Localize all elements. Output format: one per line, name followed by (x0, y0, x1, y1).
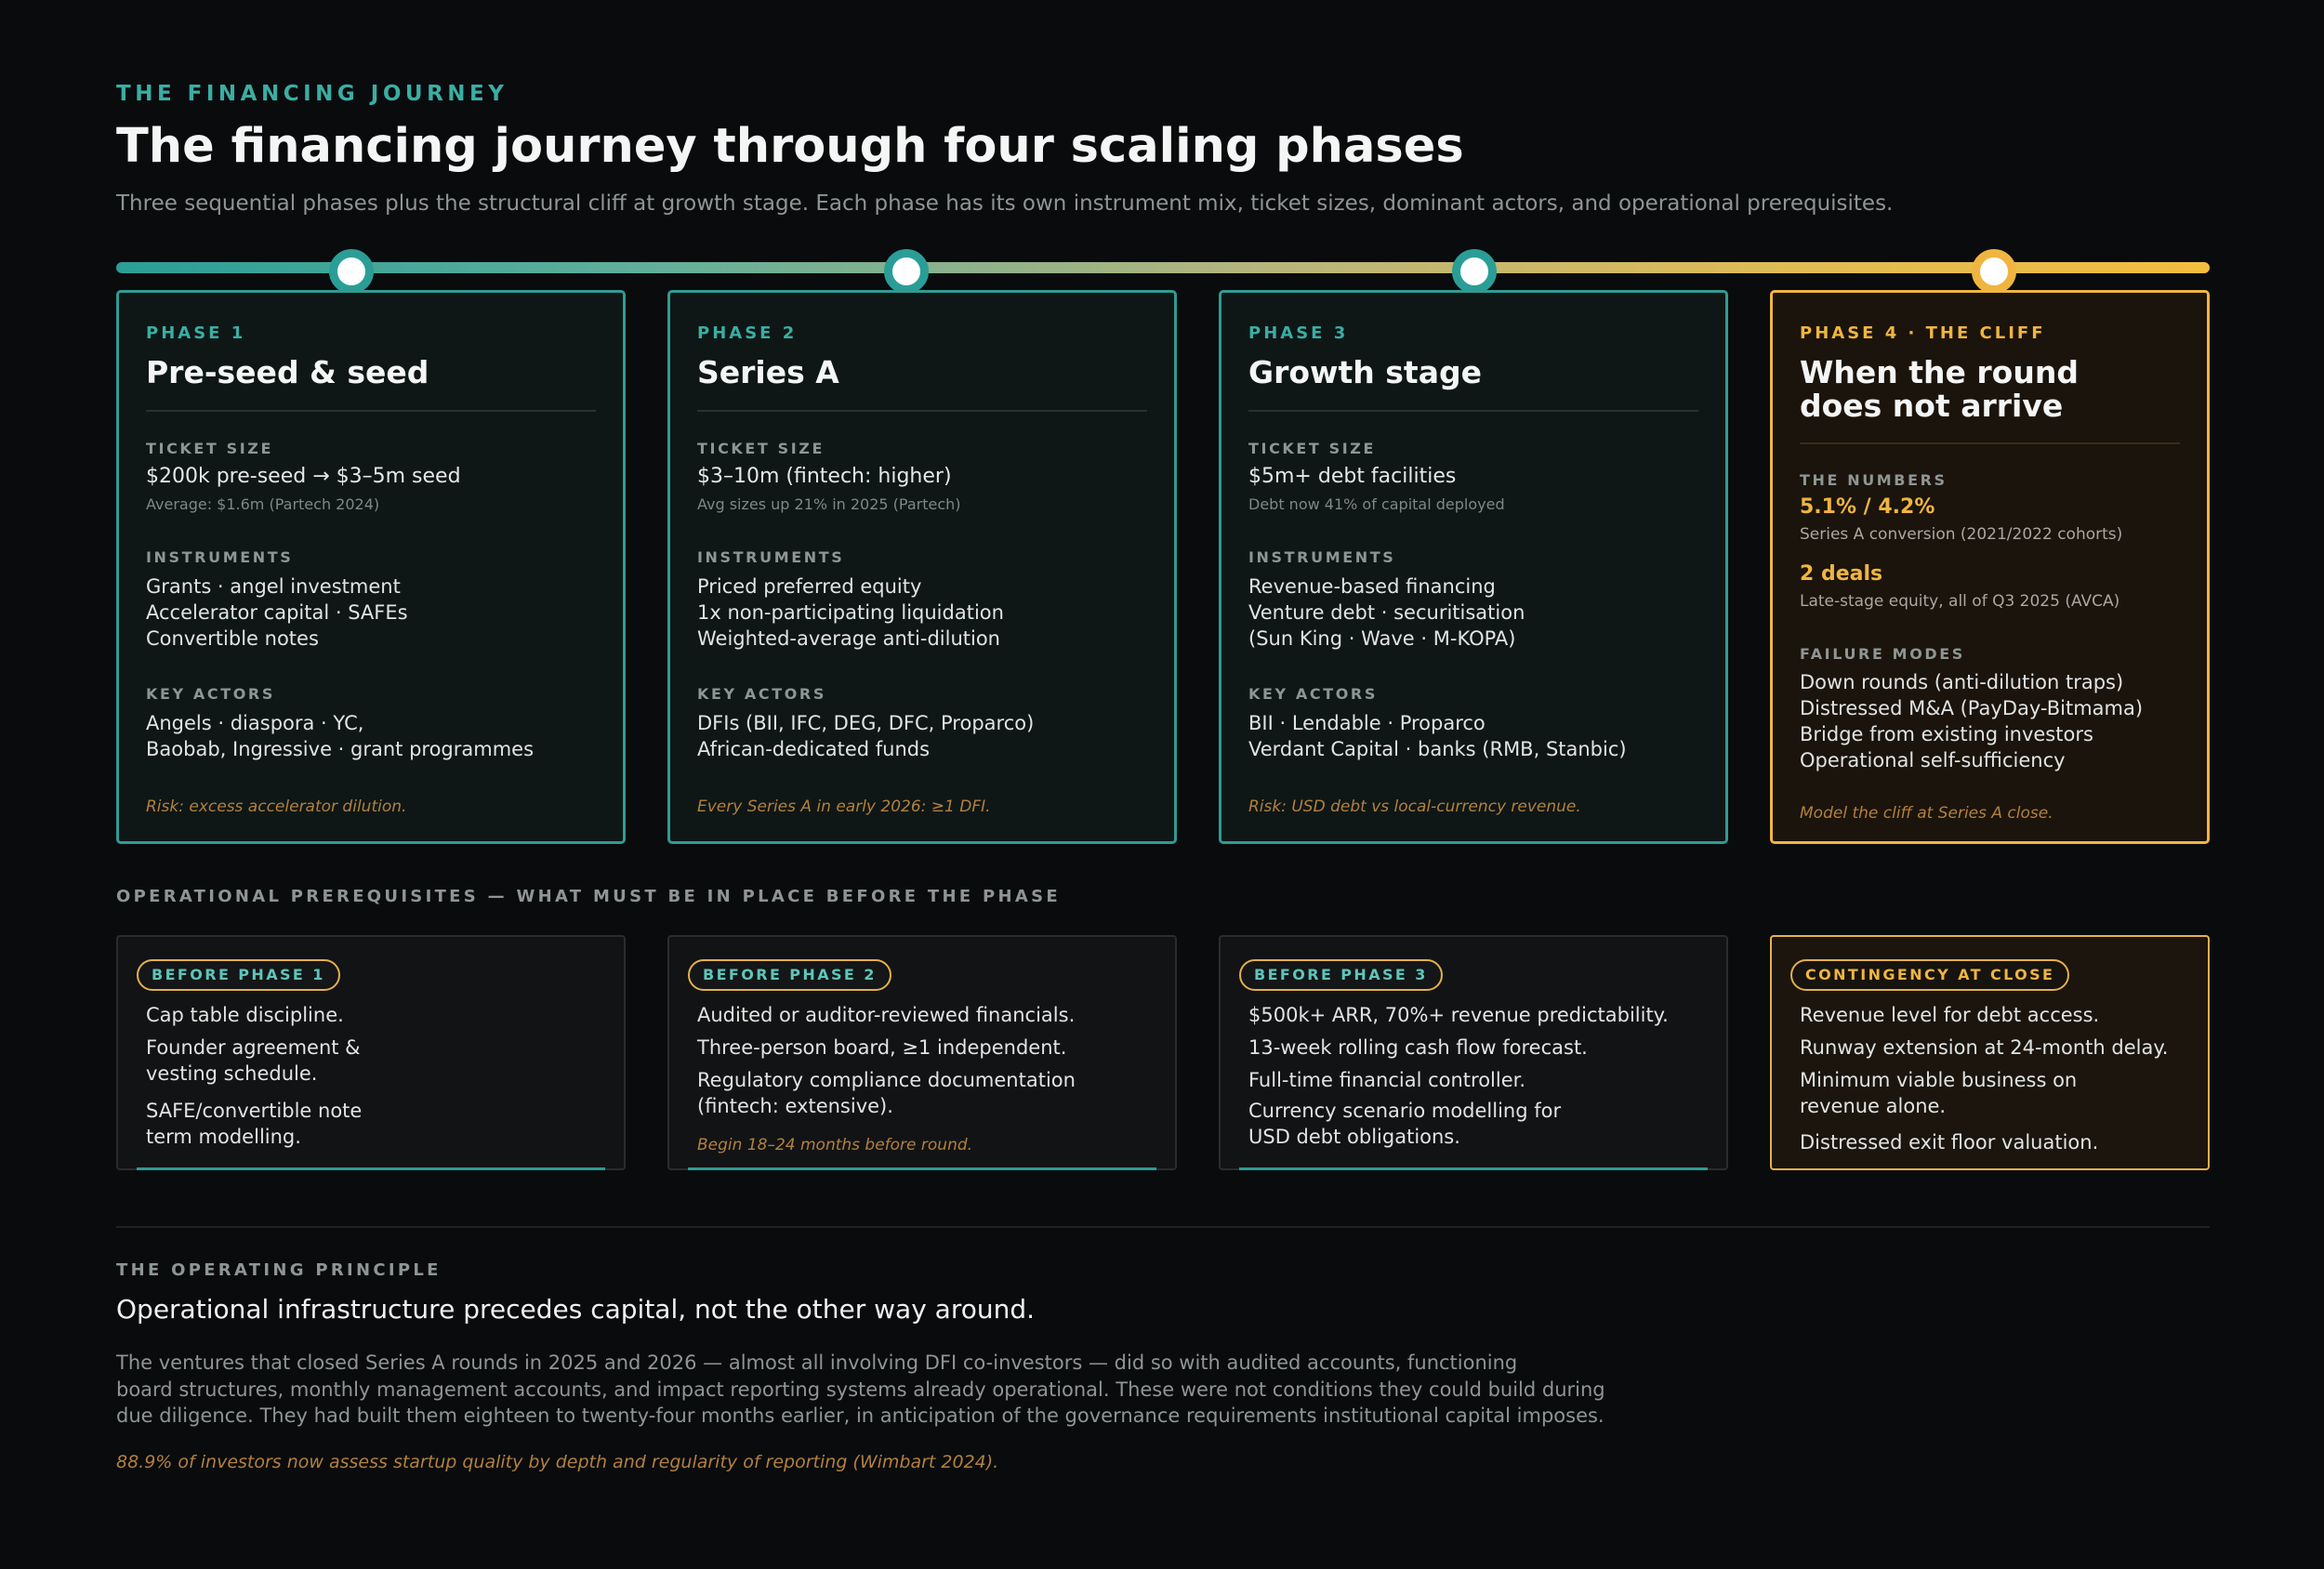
actors-label: KEY ACTORS (1248, 685, 1378, 703)
list-item: Currency scenario modelling for USD debt obligations. (1248, 1100, 1562, 1148)
principle-paragraph (116, 1350, 1715, 1430)
divider (1800, 442, 2180, 444)
stat-conversion-note: Series A conversion (2021/2022 cohorts) (1800, 525, 2123, 544)
actors-label: KEY ACTORS (146, 685, 275, 703)
paragraph-line: board structures, monthly management accounts, and impact reporting systems already operational. These were not conditions they could build during (116, 1378, 1605, 1401)
ticket-note: Average: $1.6m (Partech 2024) (146, 495, 380, 513)
list-item: Runway extension at 24-month delay. (1800, 1036, 2169, 1059)
list-item: Down rounds (anti-dilution traps) (1800, 671, 2124, 693)
paragraph-line: due diligence. They had built them eighteen to twenty-four months earlier, in anticipation of the governance requirements institutional capital imposes. (116, 1404, 1604, 1427)
stat-deals: 2 deals (1800, 562, 1883, 586)
ticket-label: TICKET SIZE (146, 440, 274, 457)
actors-list (697, 710, 1034, 762)
phase-card-cliff (1770, 290, 2210, 844)
list-item: Distressed exit floor valuation. (1800, 1131, 2099, 1154)
prereq-note: Begin 18–24 months before round. (697, 1136, 973, 1154)
instruments-label: INSTRUMENTS (146, 548, 294, 566)
divider (1248, 410, 1698, 412)
accent-bar (1239, 1167, 1708, 1170)
prereq-card-2 (667, 935, 1177, 1170)
actors-list (1248, 710, 1627, 762)
failure-modes-list (1800, 669, 2143, 773)
instruments-list (697, 574, 1004, 652)
list-item: BII · Lendable · Proparco (1248, 712, 1486, 734)
list-item: Priced preferred equity (697, 575, 922, 598)
list-item: Grants · angel investment (146, 575, 401, 598)
list-item: DFIs (BII, IFC, DEG, DFC, Proparco) (697, 712, 1035, 734)
timeline-node-phase-4 (1972, 249, 2016, 294)
instruments-list (1248, 574, 1525, 652)
prereq-pill: CONTINGENCY AT CLOSE (1790, 959, 2069, 991)
phase-title: Growth stage (1248, 354, 1482, 390)
list-item: Accelerator capital · SAFEs (146, 601, 408, 624)
title-line: does not arrive (1800, 388, 2064, 424)
ticket-size: $5m+ debt facilities (1248, 465, 1457, 488)
phase-card-3 (1219, 290, 1728, 844)
list-item: Baobab, Ingressive · grant programmes (146, 738, 535, 760)
phase-title: Pre-seed & seed (146, 354, 429, 390)
numbers-label: THE NUMBERS (1800, 471, 1948, 489)
list-item: Full-time financial controller. (1248, 1069, 1526, 1091)
list-item: Cap table discipline. (146, 1004, 344, 1026)
list-item: Regulatory compliance documentation (fintech: extensive). (697, 1069, 1076, 1117)
prereq-card-3 (1219, 935, 1728, 1170)
failure-label: FAILURE MODES (1800, 645, 1965, 663)
instruments-label: INSTRUMENTS (697, 548, 845, 566)
ticket-note: Avg sizes up 21% in 2025 (Partech) (697, 495, 961, 513)
list-item: Angels · diaspora · YC, (146, 712, 364, 734)
prereq-card-1 (116, 935, 626, 1170)
instruments-label: INSTRUMENTS (1248, 548, 1396, 566)
actors-list (146, 710, 534, 762)
prereq-pill: BEFORE PHASE 2 (688, 959, 891, 991)
list-item: African-dedicated funds (697, 738, 931, 760)
phase-card-1 (116, 290, 626, 844)
list-item: Minimum viable business on revenue alone. (1800, 1069, 2078, 1117)
phase-tag: PHASE 4 · THE CLIFF (1800, 323, 2046, 343)
phase-tag: PHASE 3 (1248, 323, 1349, 343)
list-item: Operational self-sufficiency (1800, 749, 2066, 771)
phase-title (1800, 356, 2079, 423)
paragraph-line: The ventures that closed Series A rounds in 2025 and 2026 — almost all involving DFI co-investors — did so with audited accounts, functioning (116, 1351, 1518, 1374)
title-line: When the round (1800, 354, 2079, 390)
timeline-node-phase-1 (329, 249, 374, 294)
list-item: 1x non-participating liquidation (697, 601, 1004, 624)
list-item: 13-week rolling cash flow forecast. (1248, 1036, 1588, 1059)
list-item: Revenue-based financing (1248, 575, 1496, 598)
phase-tag: PHASE 2 (697, 323, 798, 343)
list-item: Weighted-average anti-dilution (697, 627, 1000, 650)
phase-title: Series A (697, 354, 839, 390)
list-item: Three-person board, ≥1 independent. (697, 1036, 1067, 1059)
prereq-pill: BEFORE PHASE 1 (137, 959, 340, 991)
cliff-note: Model the cliff at Series A close. (1800, 804, 2053, 823)
accent-bar (688, 1167, 1156, 1170)
actors-label: KEY ACTORS (697, 685, 826, 703)
ticket-size: $200k pre-seed → $3–5m seed (146, 465, 461, 488)
page-title: The financing journey through four scaling phases (116, 119, 1464, 174)
ticket-label: TICKET SIZE (1248, 440, 1377, 457)
prereq-card-contingency (1770, 935, 2210, 1170)
list-item: Audited or auditor-reviewed financials. (697, 1004, 1076, 1026)
risk-note: Risk: USD debt vs local-currency revenue. (1248, 798, 1581, 816)
timeline-node-phase-3 (1452, 249, 1497, 294)
list-item: SAFE/convertible note term modelling. (146, 1100, 363, 1148)
list-item: Distressed M&A (PayDay-Bitmama) (1800, 697, 2144, 719)
ticket-note: Debt now 41% of capital deployed (1248, 495, 1505, 513)
timeline-node-phase-2 (884, 249, 929, 294)
risk-note: Every Series A in early 2026: ≥1 DFI. (697, 798, 991, 816)
list-item: (Sun King · Wave · M-KOPA) (1248, 627, 1516, 650)
list-item: Venture debt · securitisation (1248, 601, 1525, 624)
ticket-size: $3–10m (fintech: higher) (697, 465, 952, 488)
section-divider (116, 1226, 2210, 1228)
list-item: $500k+ ARR, 70%+ revenue predictability. (1248, 1004, 1669, 1026)
divider (146, 410, 596, 412)
divider (697, 410, 1147, 412)
stat-deals-note: Late-stage equity, all of Q3 2025 (AVCA) (1800, 592, 2120, 611)
prereq-pill: BEFORE PHASE 3 (1239, 959, 1443, 991)
instruments-list (146, 574, 408, 652)
citation: 88.9% of investors now assess startup quality by depth and regularity of reporting (Wimbart 2024). (116, 1452, 999, 1472)
stat-conversion: 5.1% / 4.2% (1800, 495, 1935, 519)
phase-tag: PHASE 1 (146, 323, 246, 343)
timeline-bar (116, 262, 2210, 273)
list-item: Revenue level for debt access. (1800, 1004, 2100, 1026)
page-subtitle: Three sequential phases plus the structural cliff at growth stage. Each phase has its own instrument mix, ticket sizes, dominant actors, and operational prerequisites. (116, 191, 1894, 216)
ticket-label: TICKET SIZE (697, 440, 825, 457)
list-item: Convertible notes (146, 627, 319, 650)
eyebrow: THE FINANCING JOURNEY (116, 82, 508, 106)
risk-note: Risk: excess accelerator dilution. (146, 798, 407, 816)
prereq-section-label: OPERATIONAL PREREQUISITES — WHAT MUST BE IN PLACE BEFORE THE PHASE (116, 887, 1061, 906)
phase-card-2 (667, 290, 1177, 844)
list-item: Verdant Capital · banks (RMB, Stanbic) (1248, 738, 1627, 760)
accent-bar (137, 1167, 605, 1170)
principle-statement: Operational infrastructure precedes capital, not the other way around. (116, 1294, 1036, 1325)
principle-label: THE OPERATING PRINCIPLE (116, 1260, 442, 1280)
list-item: Founder agreement & vesting schedule. (146, 1036, 361, 1085)
list-item: Bridge from existing investors (1800, 723, 2093, 745)
